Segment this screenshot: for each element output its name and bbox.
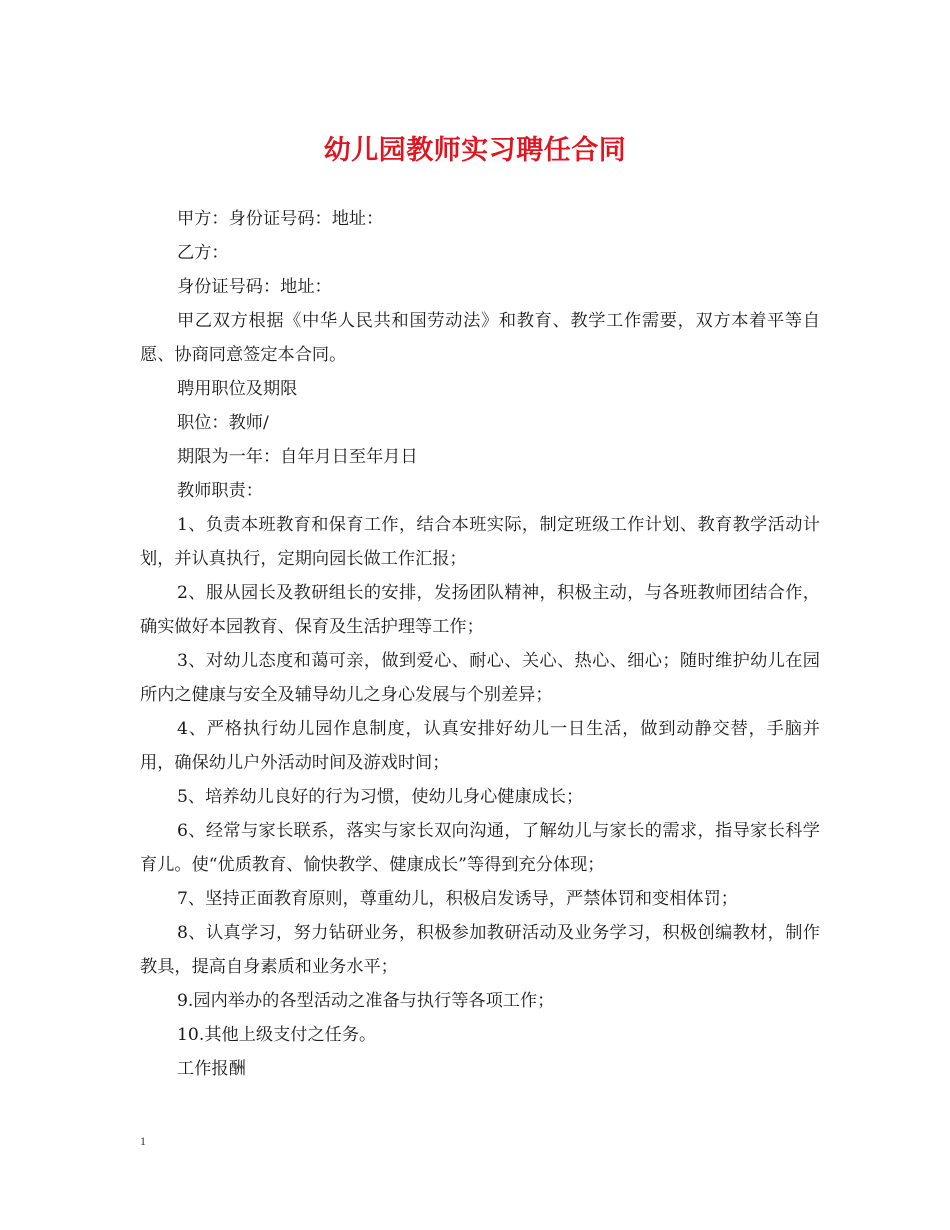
duty-item: 6、经常与家长联系，落实与家长双向沟通，了解幼儿与家长的需求，指导家长科学育儿。使“优质教育、愉快教学、健康成长”等得到充分体现；: [140, 821, 820, 875]
party-a-line: 甲方：身份证号码：地址：: [177, 209, 384, 229]
party-b-id-address-line: 身份证号码：地址：: [177, 277, 332, 297]
document-title: 幼儿园教师实习聘任合同: [323, 135, 627, 166]
duty-item: 4、严格执行幼儿园作息制度，认真安排好幼儿一日生活，做到动静交替，手脑并用，确保幼儿户外活动时间及游戏时间；: [140, 719, 820, 773]
duty-item: 2、服从园长及教研组长的安排，发扬团队精神，积极主动，与各班教师团结合作，确实做好本园教育、保育及生活护理等工作；: [140, 583, 820, 637]
duty-item: 1、负责本班教育和保育工作，结合本班实际，制定班级工作计划、教育教学活动计划，并认真执行，定期向园长做工作汇报；: [140, 515, 820, 569]
duty-item: 9.园内举办的各型活动之准备与执行等各项工作；: [177, 991, 555, 1011]
intro-paragraph: 甲乙双方根据《中华人民共和国劳动法》和教育、教学工作需要，双方本着平等自愿、协商同意签定本合同。: [140, 311, 820, 365]
duty-item: 10.其他上级支付之任务。: [177, 1025, 377, 1045]
duty-item: 7、坚持正面教育原则，尊重幼儿，积极启发诱导，严禁体罚和变相体罚；: [177, 889, 738, 909]
duty-item: 3、对幼儿态度和蔼可亲，做到爱心、耐心、关心、热心、细心；随时维护幼儿在园所内之健康与安全及辅导幼儿之身心发展与个别差异；: [140, 651, 820, 705]
position-line: 职位：教师/: [177, 413, 269, 433]
duty-item: 8、认真学习，努力钻研业务，积极参加教研活动及业务学习，积极创编教材，制作教具，提高自身素质和业务水平；: [140, 923, 820, 977]
term-line: 期限为一年：自年月日至年月日: [177, 447, 418, 467]
section-heading-duties: 教师职责：: [177, 481, 263, 501]
page-number: 1: [140, 1134, 146, 1148]
duty-item: 5、培养幼儿良好的行为习惯，使幼儿身心健康成长；: [177, 787, 584, 807]
section-heading-compensation: 工作报酬: [177, 1059, 246, 1079]
party-b-line: 乙方：: [177, 243, 229, 263]
document-body: [140, 202, 820, 1086]
section-heading-position-term: 聘用职位及期限: [177, 379, 298, 399]
